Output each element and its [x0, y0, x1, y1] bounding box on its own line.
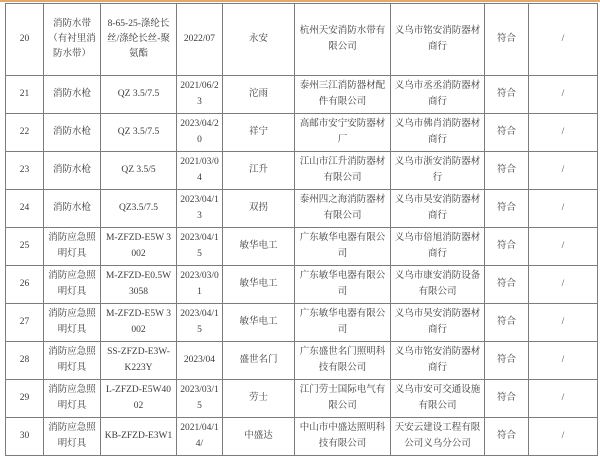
cell-model-spec: QZ3.5/7.5	[101, 190, 177, 228]
cell-seq: 25	[6, 228, 44, 266]
table-row	[6, 228, 598, 266]
cell-product-name: 消防水带（有衬里消防水带）	[44, 4, 101, 76]
cell-seq: 21	[6, 76, 44, 114]
cell-manufacturer: 高邮市安宁安防器材厂	[295, 114, 391, 152]
cell-model-spec: M-ZFZD-E5W 3002	[101, 304, 177, 342]
cell-product-name: 消防应急照明灯具	[44, 304, 101, 342]
cell-brand: 敏华电工	[223, 304, 295, 342]
cell-manufacturer: 江门劳士国际电气有限公司	[295, 380, 391, 418]
cell-manufacturer: 广东敏华电器有限公司	[295, 266, 391, 304]
cell-seller: 义乌市浙安消防器材行	[391, 152, 485, 190]
cell-date: 2023/04/13	[177, 190, 223, 228]
cell-date: 2021/06/23	[177, 76, 223, 114]
cell-remark: /	[529, 304, 598, 342]
cell-product-name: 消防应急照明灯具	[44, 228, 101, 266]
cell-seller: 天安云建设工程有限公司义乌分公司	[391, 418, 485, 456]
cell-result: 符合	[485, 266, 529, 304]
cell-model-spec: QZ 3.5/7.5	[101, 76, 177, 114]
cell-brand: 盛世名门	[223, 342, 295, 380]
cell-manufacturer: 泰州四之海消防器材有限公司	[295, 190, 391, 228]
cell-product-name: 消防水枪	[44, 190, 101, 228]
cell-seq: 24	[6, 190, 44, 228]
cell-model-spec: L-ZFZD-E5W4002	[101, 380, 177, 418]
cell-manufacturer: 中山市中盛达照明科技有限公司	[295, 418, 391, 456]
cell-seller: 义乌市安可交通设施有限公司	[391, 380, 485, 418]
cell-seq: 28	[6, 342, 44, 380]
cell-date: 2021/03/04	[177, 152, 223, 190]
table-row	[6, 76, 598, 114]
cell-brand: 劳士	[223, 380, 295, 418]
cell-remark: /	[529, 266, 598, 304]
table-row	[6, 380, 598, 418]
cell-model-spec: QZ 3.5/5	[101, 152, 177, 190]
cell-model-spec: SS-ZFZD-E3W-K223Y	[101, 342, 177, 380]
fire-equipment-inspection-table	[5, 3, 598, 456]
cell-seq: 23	[6, 152, 44, 190]
cell-result: 符合	[485, 4, 529, 76]
table-row	[6, 304, 598, 342]
cell-date: 2023/04/15	[177, 304, 223, 342]
cell-result: 符合	[485, 76, 529, 114]
cell-result: 符合	[485, 342, 529, 380]
cell-date: 2021/04/14/	[177, 418, 223, 456]
table-row	[6, 114, 598, 152]
cell-seller: 义乌市丞丞消防器材商行	[391, 76, 485, 114]
cell-remark: /	[529, 152, 598, 190]
cell-seller: 义乌市康安消防设备有限公司	[391, 266, 485, 304]
cell-seq: 20	[6, 4, 44, 76]
cell-seller: 义乌市铭安消防器材商行	[391, 4, 485, 76]
cell-seq: 26	[6, 266, 44, 304]
cell-manufacturer: 广东敏华电器有限公司	[295, 228, 391, 266]
table-row	[6, 4, 598, 76]
cell-brand: 中盛达	[223, 418, 295, 456]
cell-seq: 27	[6, 304, 44, 342]
cell-result: 符合	[485, 304, 529, 342]
cell-seller: 义乌市昊安消防器材商行	[391, 304, 485, 342]
cell-manufacturer: 杭州天安消防水带有限公司	[295, 4, 391, 76]
cell-product-name: 消防应急照明灯具	[44, 380, 101, 418]
cell-result: 符合	[485, 228, 529, 266]
cell-product-name: 消防水枪	[44, 152, 101, 190]
cell-brand: 永安	[223, 4, 295, 76]
cell-date: 2023/04	[177, 342, 223, 380]
cell-model-spec: 8-65-25-涤纶长丝/涤纶长丝-聚氨酯	[101, 4, 177, 76]
cell-remark: /	[529, 228, 598, 266]
cell-manufacturer: 江山市江升消防器材有限公司	[295, 152, 391, 190]
cell-remark: /	[529, 380, 598, 418]
cell-result: 符合	[485, 190, 529, 228]
top-accent-line	[0, 0, 600, 2]
cell-result: 符合	[485, 418, 529, 456]
cell-seller: 义乌市佛肖消防器材商行	[391, 114, 485, 152]
cell-brand: 敏华电工	[223, 228, 295, 266]
cell-date: 2023/03/15	[177, 380, 223, 418]
cell-brand: 敏华电工	[223, 266, 295, 304]
table-row	[6, 418, 598, 456]
cell-result: 符合	[485, 380, 529, 418]
cell-date: 2022/07	[177, 4, 223, 76]
cell-remark: /	[529, 418, 598, 456]
cell-brand: 双拐	[223, 190, 295, 228]
cell-remark: /	[529, 342, 598, 380]
cell-date: 2023/03/01	[177, 266, 223, 304]
table-row	[6, 342, 598, 380]
cell-date: 2023/04/20	[177, 114, 223, 152]
table-row	[6, 152, 598, 190]
cell-date: 2023/04/15	[177, 228, 223, 266]
cell-product-name: 消防水枪	[44, 76, 101, 114]
cell-remark: /	[529, 4, 598, 76]
cell-seq: 29	[6, 380, 44, 418]
table-row	[6, 266, 598, 304]
cell-manufacturer: 广东敏华电器有限公司	[295, 304, 391, 342]
cell-manufacturer: 泰州三江消防器材配件有限公司	[295, 76, 391, 114]
table-body	[6, 4, 598, 456]
cell-model-spec: KB-ZFZD-E3W1	[101, 418, 177, 456]
cell-model-spec: QZ 3.5/7.5	[101, 114, 177, 152]
cell-seq: 22	[6, 114, 44, 152]
cell-brand: 祥宁	[223, 114, 295, 152]
cell-product-name: 消防应急照明灯具	[44, 266, 101, 304]
cell-remark: /	[529, 114, 598, 152]
cell-product-name: 消防应急照明灯具	[44, 342, 101, 380]
cell-product-name: 消防水枪	[44, 114, 101, 152]
cell-manufacturer: 广东盛世名门照明科技有限公司	[295, 342, 391, 380]
cell-seller: 义乌市倍旭消防器材商行	[391, 228, 485, 266]
cell-seller: 义乌市铭安消防器材商行	[391, 342, 485, 380]
cell-remark: /	[529, 190, 598, 228]
table-row	[6, 190, 598, 228]
cell-model-spec: M-ZFZD-E0.5W 3058	[101, 266, 177, 304]
cell-result: 符合	[485, 114, 529, 152]
cell-model-spec: M-ZFZD-E5W 3002	[101, 228, 177, 266]
cell-seq: 30	[6, 418, 44, 456]
cell-remark: /	[529, 76, 598, 114]
cell-seller: 义乌市昊安消防器材商行	[391, 190, 485, 228]
cell-brand: 沱雨	[223, 76, 295, 114]
cell-result: 符合	[485, 152, 529, 190]
cell-product-name: 消防应急照明灯具	[44, 418, 101, 456]
cell-brand: 江升	[223, 152, 295, 190]
